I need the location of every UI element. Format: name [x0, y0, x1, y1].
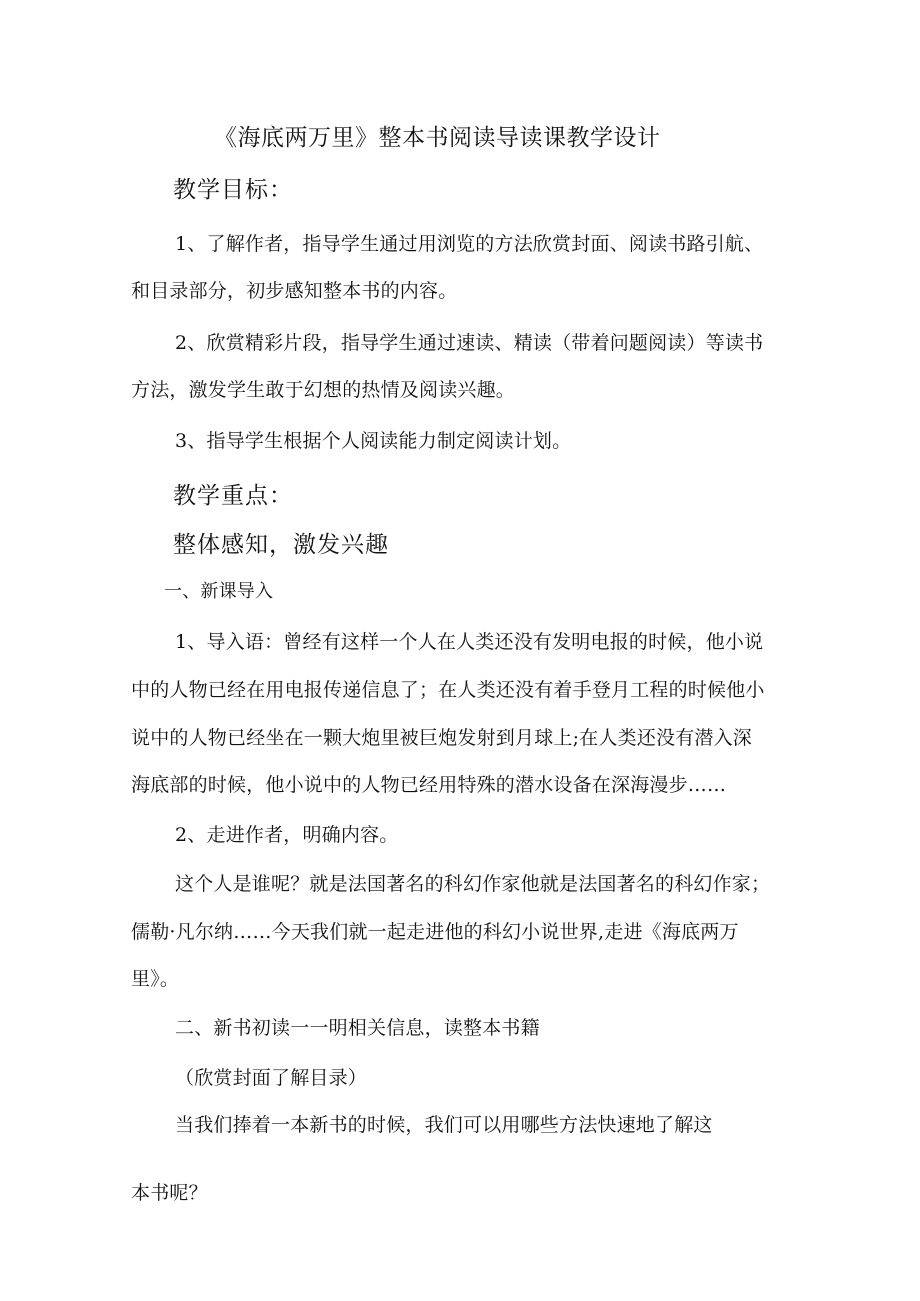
section-2-heading: 二、新书初读一一明相关信息，读整本书籍 [175, 1017, 540, 1039]
objectives-heading: 教学目标： [173, 177, 293, 203]
section-2-note: （欣赏封面了解目录） [175, 1067, 368, 1089]
document-title: 《海底两万里》整本书阅读导读课教学设计 [214, 125, 661, 151]
author-heading: 2、走进作者，明确内容。 [175, 824, 399, 846]
focus-text: 整体感知，激发兴趣 [173, 532, 389, 558]
author-line-1: 这个人是谁呢？就是法国著名的科幻作家他就是法国著名的科幻作家； [175, 873, 771, 895]
author-line-3: 里》。 [131, 968, 180, 990]
intro-line-4: 海底部的时候，他小说中的人物已经用特殊的潜水设备在深海漫步…… [131, 774, 727, 796]
question-line-1: 当我们捧着一本新书的时候，我们可以用哪些方法快速地了解这 [175, 1114, 713, 1136]
intro-line-1: 1、导入语：曾经有这样一个人在人类还没有发明电报的时候，他小说 [175, 631, 764, 653]
intro-line-3: 说中的人物已经坐在一颗大炮里被巨炮发射到月球上;在人类还没有潜入深 [131, 727, 753, 749]
question-line-2: 本书呢？ [131, 1182, 208, 1204]
objective-1-line-2: 和目录部分，初步感知整本书的内容。 [131, 280, 458, 302]
focus-heading: 教学重点： [173, 483, 293, 509]
section-1-heading: 一、新课导入 [164, 581, 274, 602]
objective-1-line-1: 1、了解作者，指导学生通过用浏览的方法欣赏封面、阅读书路引航、 [175, 233, 764, 255]
objective-2-line-1: 2、欣赏精彩片段，指导学生通过速读、精读（带着问题阅读）等读书 [175, 332, 764, 354]
intro-line-2: 中的人物已经在用电报传递信息了；在人类还没有着手登月工程的时候他小 [131, 679, 765, 701]
objective-2-line-2: 方法，激发学生敢于幻想的热情及阅读兴趣。 [131, 379, 516, 401]
objective-3: 3、指导学生根据个人阅读能力制定阅读计划。 [175, 430, 572, 452]
author-line-2: 儒勒·凡尔纳……今天我们就一起走进他的科幻小说世界,走进《海底两万 [131, 921, 739, 943]
